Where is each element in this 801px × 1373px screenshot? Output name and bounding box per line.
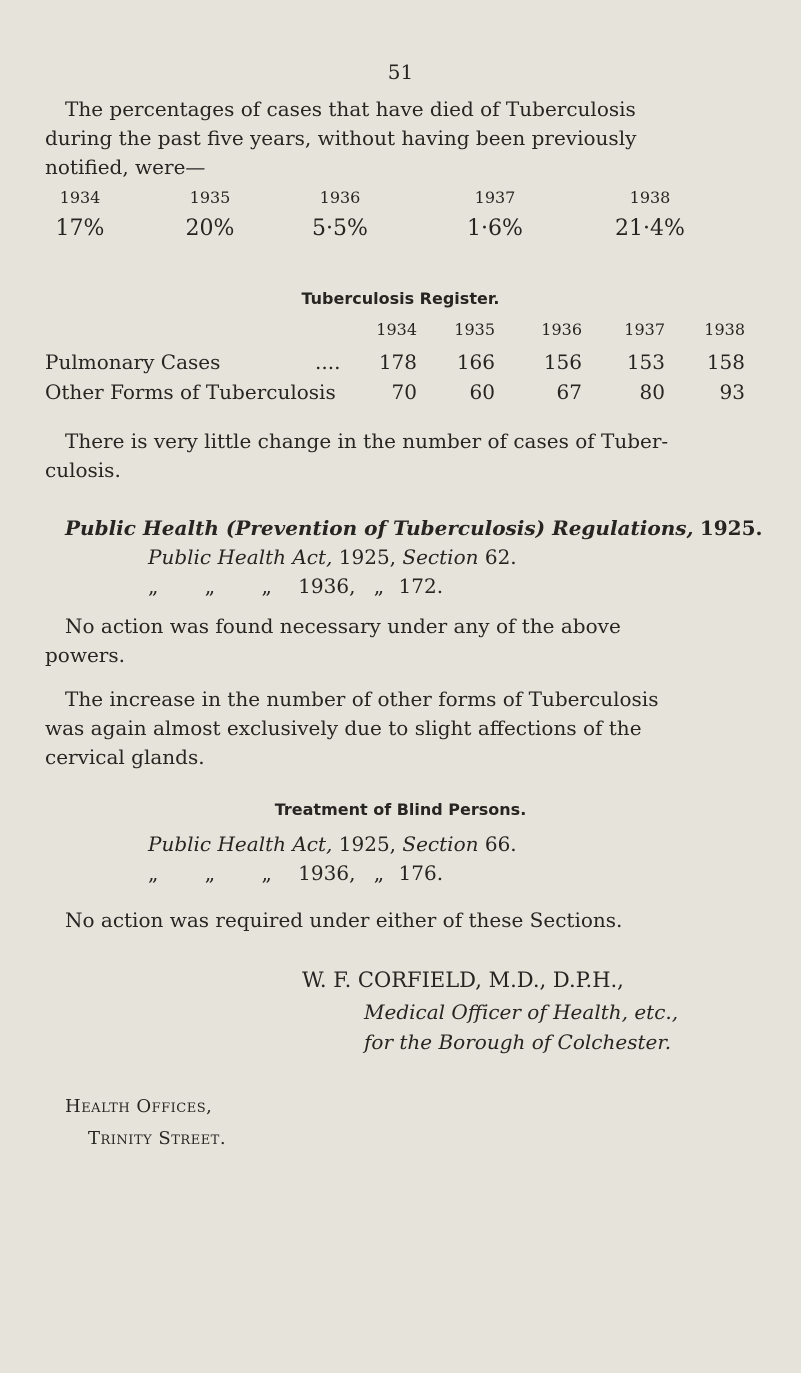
- register-year-1935: 1935: [454, 320, 495, 339]
- register-cell: 158: [706, 350, 745, 374]
- register-cell: 156: [543, 350, 582, 374]
- percentages-table: [40, 188, 750, 244]
- increase-line-2: was again almost exclusively due to slight affections of the: [45, 716, 642, 740]
- register-header-row: [45, 320, 745, 350]
- no-action-2: No action was required under either of these Sections.: [65, 908, 623, 932]
- register-row-label: Pulmonary Cases: [45, 350, 221, 374]
- pct-year-1937: 1937: [474, 188, 516, 207]
- pct-value-1934: 17%: [55, 216, 105, 241]
- register-year-1936: 1936: [541, 320, 582, 339]
- percentages-values-row: [40, 216, 750, 244]
- regulations-ditto-year: 1936,: [298, 574, 356, 598]
- register-cell: 67: [556, 380, 582, 404]
- no-action-1-line-1: No action was found necessary under any of the above: [65, 614, 621, 638]
- blind-ditto-2: „: [373, 861, 385, 885]
- register-cell: 60: [469, 380, 495, 404]
- intro-line-1: The percentages of cases that have died of Tuberculosis: [65, 97, 636, 121]
- blind-ditto: „ „ „: [148, 861, 292, 885]
- blind-ditto-year: 1936,: [298, 861, 356, 885]
- register-year-1938: 1938: [704, 320, 745, 339]
- regulations-line-3: [148, 574, 443, 598]
- pct-value-1936: 5·5%: [312, 216, 368, 241]
- pct-year-1938: 1938: [629, 188, 671, 207]
- register-row-pulmonary: [45, 350, 745, 380]
- blind-line-1: [148, 832, 517, 856]
- intro-line-2: during the past five years, without having been previously: [45, 126, 637, 150]
- regulations-ditto: „ „ „: [148, 574, 292, 598]
- register-year-1937: 1937: [624, 320, 665, 339]
- percentages-years-row: [40, 188, 750, 216]
- regulations-line-1: [65, 516, 762, 540]
- increase-line-1: The increase in the number of other forms of Tuberculosis: [65, 687, 659, 711]
- blind-ditto-num: 176.: [398, 861, 444, 885]
- register-cell: 80: [639, 380, 665, 404]
- blind-act-year: 1925,: [338, 832, 397, 856]
- register-row-other-forms: [45, 380, 745, 410]
- address-line-2: Trinity Street.: [88, 1128, 227, 1149]
- page-number: 51: [387, 60, 414, 84]
- blind-section-word: Section: [402, 832, 479, 856]
- register-cell: 166: [456, 350, 495, 374]
- register-cell: 93: [719, 380, 745, 404]
- regulations-act-year: 1925,: [338, 545, 397, 569]
- signature-name: W. F. CORFIELD, M.D., D.P.H.,: [302, 968, 624, 992]
- signature-title-1: Medical Officer of Health, etc.,: [364, 1000, 679, 1024]
- blind-section-num: 66.: [484, 832, 517, 856]
- pct-value-1938: 21·4%: [615, 216, 685, 241]
- register-cell: 70: [391, 380, 417, 404]
- register-row-label: Other Forms of Tuberculosis: [45, 380, 336, 404]
- pct-value-1937: 1·6%: [467, 216, 523, 241]
- regulations-year-1: 1925.: [699, 516, 763, 540]
- blind-act-title: Public Health Act,: [148, 832, 333, 856]
- register-cell: 153: [626, 350, 665, 374]
- pct-year-1936: 1936: [319, 188, 361, 207]
- regulations-section-num: 62.: [484, 545, 517, 569]
- regulations-line-2: [148, 545, 517, 569]
- register-cell: 178: [378, 350, 417, 374]
- pct-year-1935: 1935: [189, 188, 231, 207]
- register-year-1934: 1934: [376, 320, 417, 339]
- no-action-1-line-2: powers.: [45, 643, 125, 667]
- pct-year-1934: 1934: [59, 188, 101, 207]
- blind-heading: Treatment of Blind Persons.: [274, 800, 527, 819]
- regulations-section-word: Section: [402, 545, 479, 569]
- blind-line-2: [148, 861, 443, 885]
- intro-line-3: notified, were—: [45, 155, 206, 179]
- register-row-leader: ....: [315, 350, 341, 374]
- signature-title-2: for the Borough of Colchester.: [364, 1030, 672, 1054]
- regulations-title-1: Public Health (Prevention of Tuberculosis) Regulations,: [65, 516, 694, 540]
- tuberculosis-register-table: [45, 320, 745, 410]
- change-line-1: There is very little change in the number of cases of Tuber-: [65, 429, 669, 453]
- register-heading: Tuberculosis Register.: [301, 289, 500, 308]
- regulations-ditto-2: „: [373, 574, 385, 598]
- increase-line-3: cervical glands.: [45, 745, 205, 769]
- address-line-1: Health Offices,: [65, 1096, 213, 1117]
- regulations-ditto-num: 172.: [398, 574, 444, 598]
- regulations-act-title: Public Health Act,: [148, 545, 333, 569]
- change-line-2: culosis.: [45, 458, 121, 482]
- pct-value-1935: 20%: [185, 216, 235, 241]
